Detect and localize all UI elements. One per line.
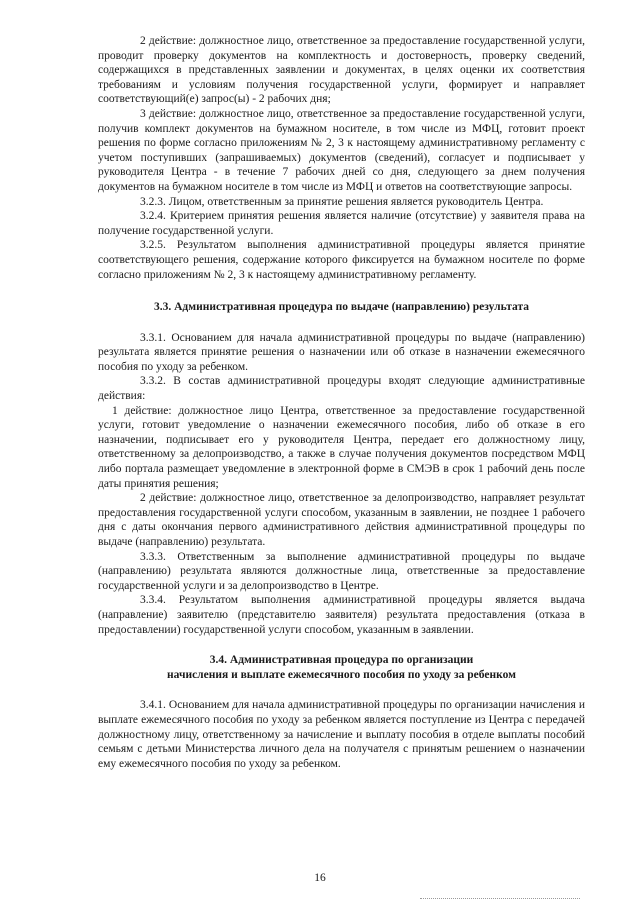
section-heading-3-4-line-1: 3.4. Административная процедура по организации — [209, 654, 474, 667]
paragraph-3-3-3: 3.3.3. Ответственным за выполнение административной процедуры по выдаче (направлению) результата являются должностные лица, ответственные за предоставление государственной услуги и за делопроизводство в Центре. — [98, 550, 585, 592]
section-heading-3-3-text: 3.3. Административная процедура по выдаче (направлению) результата — [153, 301, 529, 314]
page-number: 16 — [314, 872, 326, 884]
paragraph-3-3-1: 3.3.1. Основанием для начала административной процедуры по выдаче (направлению) результата является принятие решения о назначении или об отказе в назначении ежемесячного пособия по уходу за ребенком. — [98, 331, 585, 373]
section-heading-3-3 — [98, 300, 585, 315]
section-heading-3-4 — [98, 653, 585, 682]
paragraph-3-4-1: 3.4.1. Основанием для начала административной процедуры по организации начисления и выплате ежемесячного пособия по уходу за ребенком является поступление из Центра с передачей должностному лицу, ответственному за начисление и выплату пособия в отделе выплаты пособий семьям с детьми Министерства личного дела на получателя с принятым решением о назначении ему ежемесячного пособия по уходу за ребенком. — [98, 699, 585, 770]
paragraph-3-2-3: 3.2.3. Лицом, ответственным за принятие решения является руководитель Центра. — [140, 195, 544, 208]
paragraph-3-2-4: 3.2.4. Критерием принятия решения является наличие (отсутствие) у заявителя права на получение государственной услуги. — [98, 210, 585, 237]
paragraph-3-3-4: 3.3.4. Результатом выполнения административной процедуры является выдача (направление) заявителю (представителю заявителя) результата предоставления (отказа в предоставлении) государственной услуги способом, указанным в заявлении. — [98, 594, 585, 636]
paragraph-3-3-action-1: 1 действие: должностное лицо Центра, ответственное за предоставление государственной услуги, готовит уведомление о назначении ежемесячного пособия, либо об отказе в его назначении, подписывает его у руководителя Центра, передает его должностному лицу, ответственному за делопроизводство, а также в случае получения документов посредством МФЦ либо портала размещает уведомление в электронной форме в СМЭВ в срок 1 рабочий день после даты принятия решения; — [98, 404, 585, 490]
paragraph-3-3-2: 3.3.2. В состав административной процедуры входят следующие административные действия: — [98, 375, 585, 403]
paragraph-3-3-action-2: 2 действие: должностное лицо, ответственное за делопроизводство, направляет результат предоставления государственной услуги способом, указанным в заявлении, не позднее 1 рабочего дня с даты окончания первого административного действия административной процедуры по выдаче (направлению) результата. — [98, 492, 585, 548]
paragraph-3-2-5: 3.2.5. Результатом выполнения административной процедуры является принятие соответствующего решения, содержание которого фиксируется на бумажном носителе по форме согласно приложениям № 2, 3 к настоящему административному регламенту. — [98, 239, 585, 281]
document-page — [98, 34, 585, 771]
scan-edge-mark — [420, 897, 580, 899]
paragraph-action-2: 2 действие: должностное лицо, ответственное за предоставление государственной услуги, проводит проверку документов на комплектность и достоверность, проверку сведений, содержащихся в представленных заявлении и документах, в целях оценки их соответствия требованиям и условиям получения государственной услуги, формирует и направляет соответствующий(е) запрос(ы) - 2 рабочих дня; — [98, 35, 585, 106]
section-heading-3-4-line-2: начисления и выплате ежемесячного пособия по уходу за ребенком — [167, 668, 516, 681]
paragraph-action-3: 3 действие: должностное лицо, ответственное за предоставление государственной услуги, получив комплект документов на бумажном носителе, в том числе из МФЦ, готовит проект решения по форме согласно приложениям № 2, 3 к настоящему административному регламенту с учетом поступивших (запрашиваемых) документов (сведений), согласует и подписывает у руководителя Центра - в течение 7 рабочих дней со дня, следующего за днем получения документов на бумажном носителе в том числе из МФЦ и ответов на соответствующие запросы. — [98, 107, 585, 193]
